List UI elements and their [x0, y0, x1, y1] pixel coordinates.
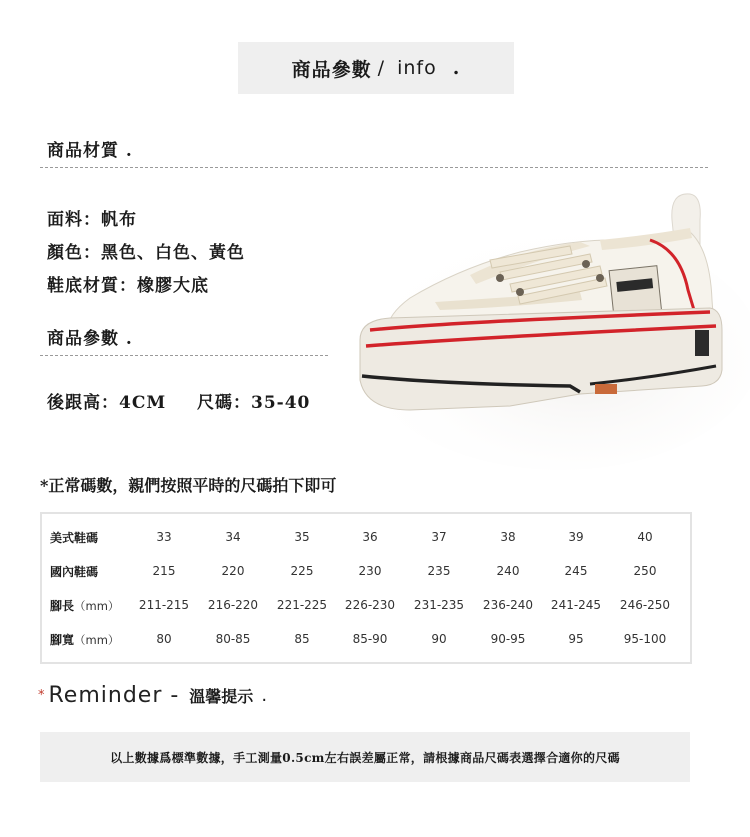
- params-heading: 商品參數 .: [47, 329, 133, 349]
- reminder-dot: .: [261, 685, 268, 706]
- info-title-banner: [238, 42, 514, 94]
- material-heading: 商品材質 .: [47, 141, 133, 161]
- table-cell: 225: [290, 564, 314, 578]
- sole-line: 鞋底材質：橡膠大底: [47, 276, 209, 296]
- table-cell: 241-245: [550, 598, 602, 612]
- table-cell: 33: [156, 530, 172, 544]
- reminder-heading: [38, 683, 267, 708]
- table-cell: 220: [221, 564, 245, 578]
- table-cell: 80-85: [215, 632, 251, 646]
- table-cell: 211-215: [138, 598, 190, 612]
- table-cell: 37: [431, 530, 447, 544]
- table-cell: 240: [496, 564, 520, 578]
- info-title-dot: .: [452, 57, 461, 79]
- table-cell: 38: [500, 530, 516, 544]
- table-cell: 90-95: [490, 632, 526, 646]
- table-cell: 215: [152, 564, 176, 578]
- table-cell: 216-220: [207, 598, 259, 612]
- table-cell: 40: [637, 530, 653, 544]
- row-label: 腳長（mm）: [50, 598, 120, 613]
- material-divider: [40, 167, 708, 168]
- size-range: 尺碼：35-40: [197, 393, 311, 413]
- table-cell: 35: [294, 530, 310, 544]
- table-cell: 231-235: [413, 598, 465, 612]
- table-cell: 246-250: [619, 598, 671, 612]
- fabric-line: 面料：帆布: [47, 210, 137, 230]
- info-title-separator: /: [377, 57, 386, 79]
- table-cell: 250: [633, 564, 657, 578]
- size-note: *正常碼數，親們按照平時的尺碼拍下即可: [40, 476, 337, 495]
- info-title-zh: 商品參數: [291, 58, 372, 81]
- row-label: 腳寬（mm）: [50, 632, 120, 647]
- table-row: [42, 520, 690, 554]
- reminder-title-zh: 溫馨提示: [189, 687, 254, 706]
- table-cell: 230: [358, 564, 382, 578]
- reminder-title-en: Reminder -: [48, 683, 180, 708]
- table-cell: 39: [568, 530, 584, 544]
- table-row: [42, 554, 690, 588]
- table-cell: 235: [427, 564, 451, 578]
- table-cell: 80: [156, 632, 172, 646]
- table-row: [42, 622, 690, 656]
- info-title-en: info: [397, 57, 437, 79]
- table-row: [42, 588, 690, 622]
- sneaker-image: [350, 180, 750, 470]
- table-cell: 226-230: [344, 598, 396, 612]
- reminder-notice: [40, 732, 690, 782]
- table-cell: 236-240: [482, 598, 534, 612]
- params-divider: [40, 355, 328, 356]
- reminder-text: 以上數據爲標準數據，手工測量0.5cm左右誤差屬正常，請根據商品尺碼表選擇合適你的尺碼: [110, 750, 620, 765]
- table-cell: 34: [225, 530, 241, 544]
- table-cell: 85: [294, 632, 310, 646]
- row-label: 美式鞋碼: [50, 530, 99, 545]
- reminder-star: *: [38, 688, 45, 703]
- table-cell: 90: [431, 632, 447, 646]
- table-cell: 95: [568, 632, 584, 646]
- table-cell: 95-100: [623, 632, 667, 646]
- color-line: 顏色：黑色、白色、黃色: [47, 243, 245, 263]
- table-cell: 245: [564, 564, 588, 578]
- heel-height: 後跟高：4CM: [47, 393, 167, 413]
- row-label: 國內鞋碼: [50, 564, 99, 579]
- table-cell: 221-225: [276, 598, 328, 612]
- table-cell: 36: [362, 530, 378, 544]
- size-table: [40, 512, 692, 664]
- table-cell: 85-90: [352, 632, 388, 646]
